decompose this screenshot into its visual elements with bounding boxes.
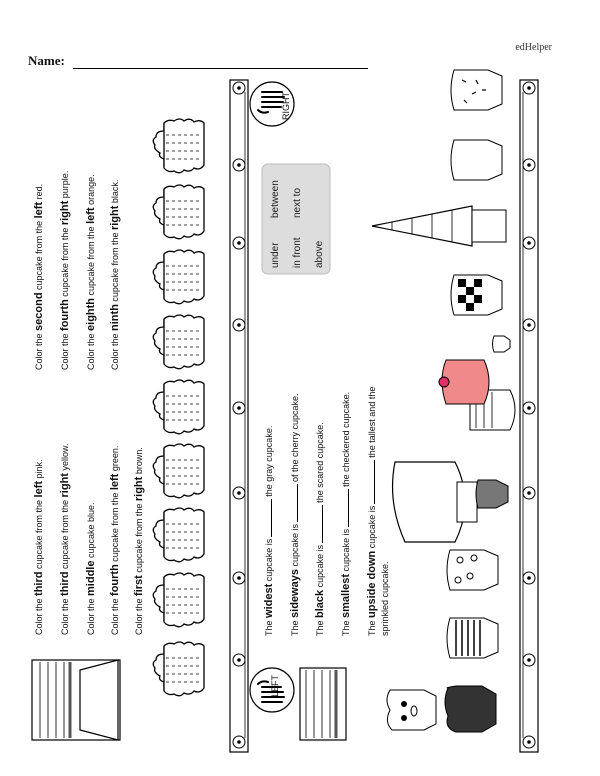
black-cupcake[interactable]	[445, 686, 496, 732]
question-4: The smallest cupcake isthe checkered cupcake.	[340, 391, 352, 636]
answer-blank-2[interactable]	[291, 484, 298, 522]
cupcake-row-top	[153, 119, 204, 696]
cupcake-7[interactable]	[153, 508, 204, 562]
sideways-cupcake-bottom	[300, 668, 346, 740]
word-above: above	[314, 240, 325, 268]
cupcake-8[interactable]	[153, 573, 204, 627]
tall-cupcake[interactable]	[372, 206, 506, 246]
cupcake-3[interactable]	[153, 250, 204, 304]
cupcake-9[interactable]	[153, 642, 204, 696]
answer-blank-3[interactable]	[316, 505, 323, 543]
instruction-l4: Color the fourth cupcake from the left green.	[109, 445, 121, 635]
gray-cupcake[interactable]	[476, 480, 508, 508]
answer-blank-1[interactable]	[265, 499, 272, 537]
scared-cupcake[interactable]	[387, 690, 436, 730]
instruction-l1: Color the third cupcake from the left pink.	[33, 459, 45, 635]
answer-blank-5[interactable]	[368, 460, 375, 504]
checkered-cupcake[interactable]	[451, 275, 502, 315]
cupcake-row-bottom	[372, 70, 515, 732]
left-hand-label: LEFT	[270, 674, 280, 697]
cupcake-2[interactable]	[153, 185, 204, 239]
sideways-cupcake-top	[32, 660, 120, 740]
word-under: under	[270, 242, 281, 268]
answer-blank-4[interactable]	[342, 489, 349, 527]
instruction-r3: Color the eighth cupcake from the left orange.	[85, 174, 97, 370]
instruction-r1: Color the second cupcake from the left red.	[33, 183, 45, 370]
question-2: The sideways cupcake isof the cherry cupcake.	[289, 393, 301, 636]
word-in-front: in front	[292, 237, 303, 268]
small-cupcake[interactable]	[493, 336, 511, 352]
word-between: between	[270, 180, 281, 218]
plain-cupcake-bottom[interactable]	[451, 140, 502, 180]
name-label: Name:	[28, 53, 65, 68]
question-3: The black cupcake isthe scared cupcake.	[314, 422, 326, 636]
cherry-cupcake[interactable]	[439, 360, 489, 404]
question-5-tail: sprinkled cupcake.	[380, 561, 390, 636]
instruction-l3: Color the middle cupcake blue.	[85, 502, 97, 635]
cupcake-4[interactable]	[153, 315, 204, 369]
question-1: The widest cupcake isthe gray cupcake.	[263, 425, 275, 636]
right-hand-label: RIGHT	[281, 92, 291, 120]
cupcake-6[interactable]	[153, 444, 204, 498]
instruction-r4: Color the ninth cupcake from the right black.	[109, 179, 121, 370]
word-next-to: next to	[292, 187, 303, 218]
sprinkled-cupcake[interactable]	[451, 70, 502, 110]
polka-dot-cupcake[interactable]	[447, 550, 498, 590]
cupcake-5[interactable]	[153, 380, 204, 434]
brand-label: edHelper	[515, 42, 552, 53]
widest-cupcake[interactable]	[393, 462, 477, 542]
instruction-r2: Color the fourth cupcake from the right purple.	[59, 170, 71, 370]
instruction-l5: Color the first cupcake from the right brown.	[133, 447, 145, 635]
instruction-l2: Color the third cupcake from the right yellow.	[59, 443, 71, 635]
cupcake-1[interactable]	[153, 119, 204, 173]
ringed-cupcake[interactable]	[447, 618, 498, 658]
question-5: The upside down cupcake isthe tallest and the	[366, 386, 378, 636]
